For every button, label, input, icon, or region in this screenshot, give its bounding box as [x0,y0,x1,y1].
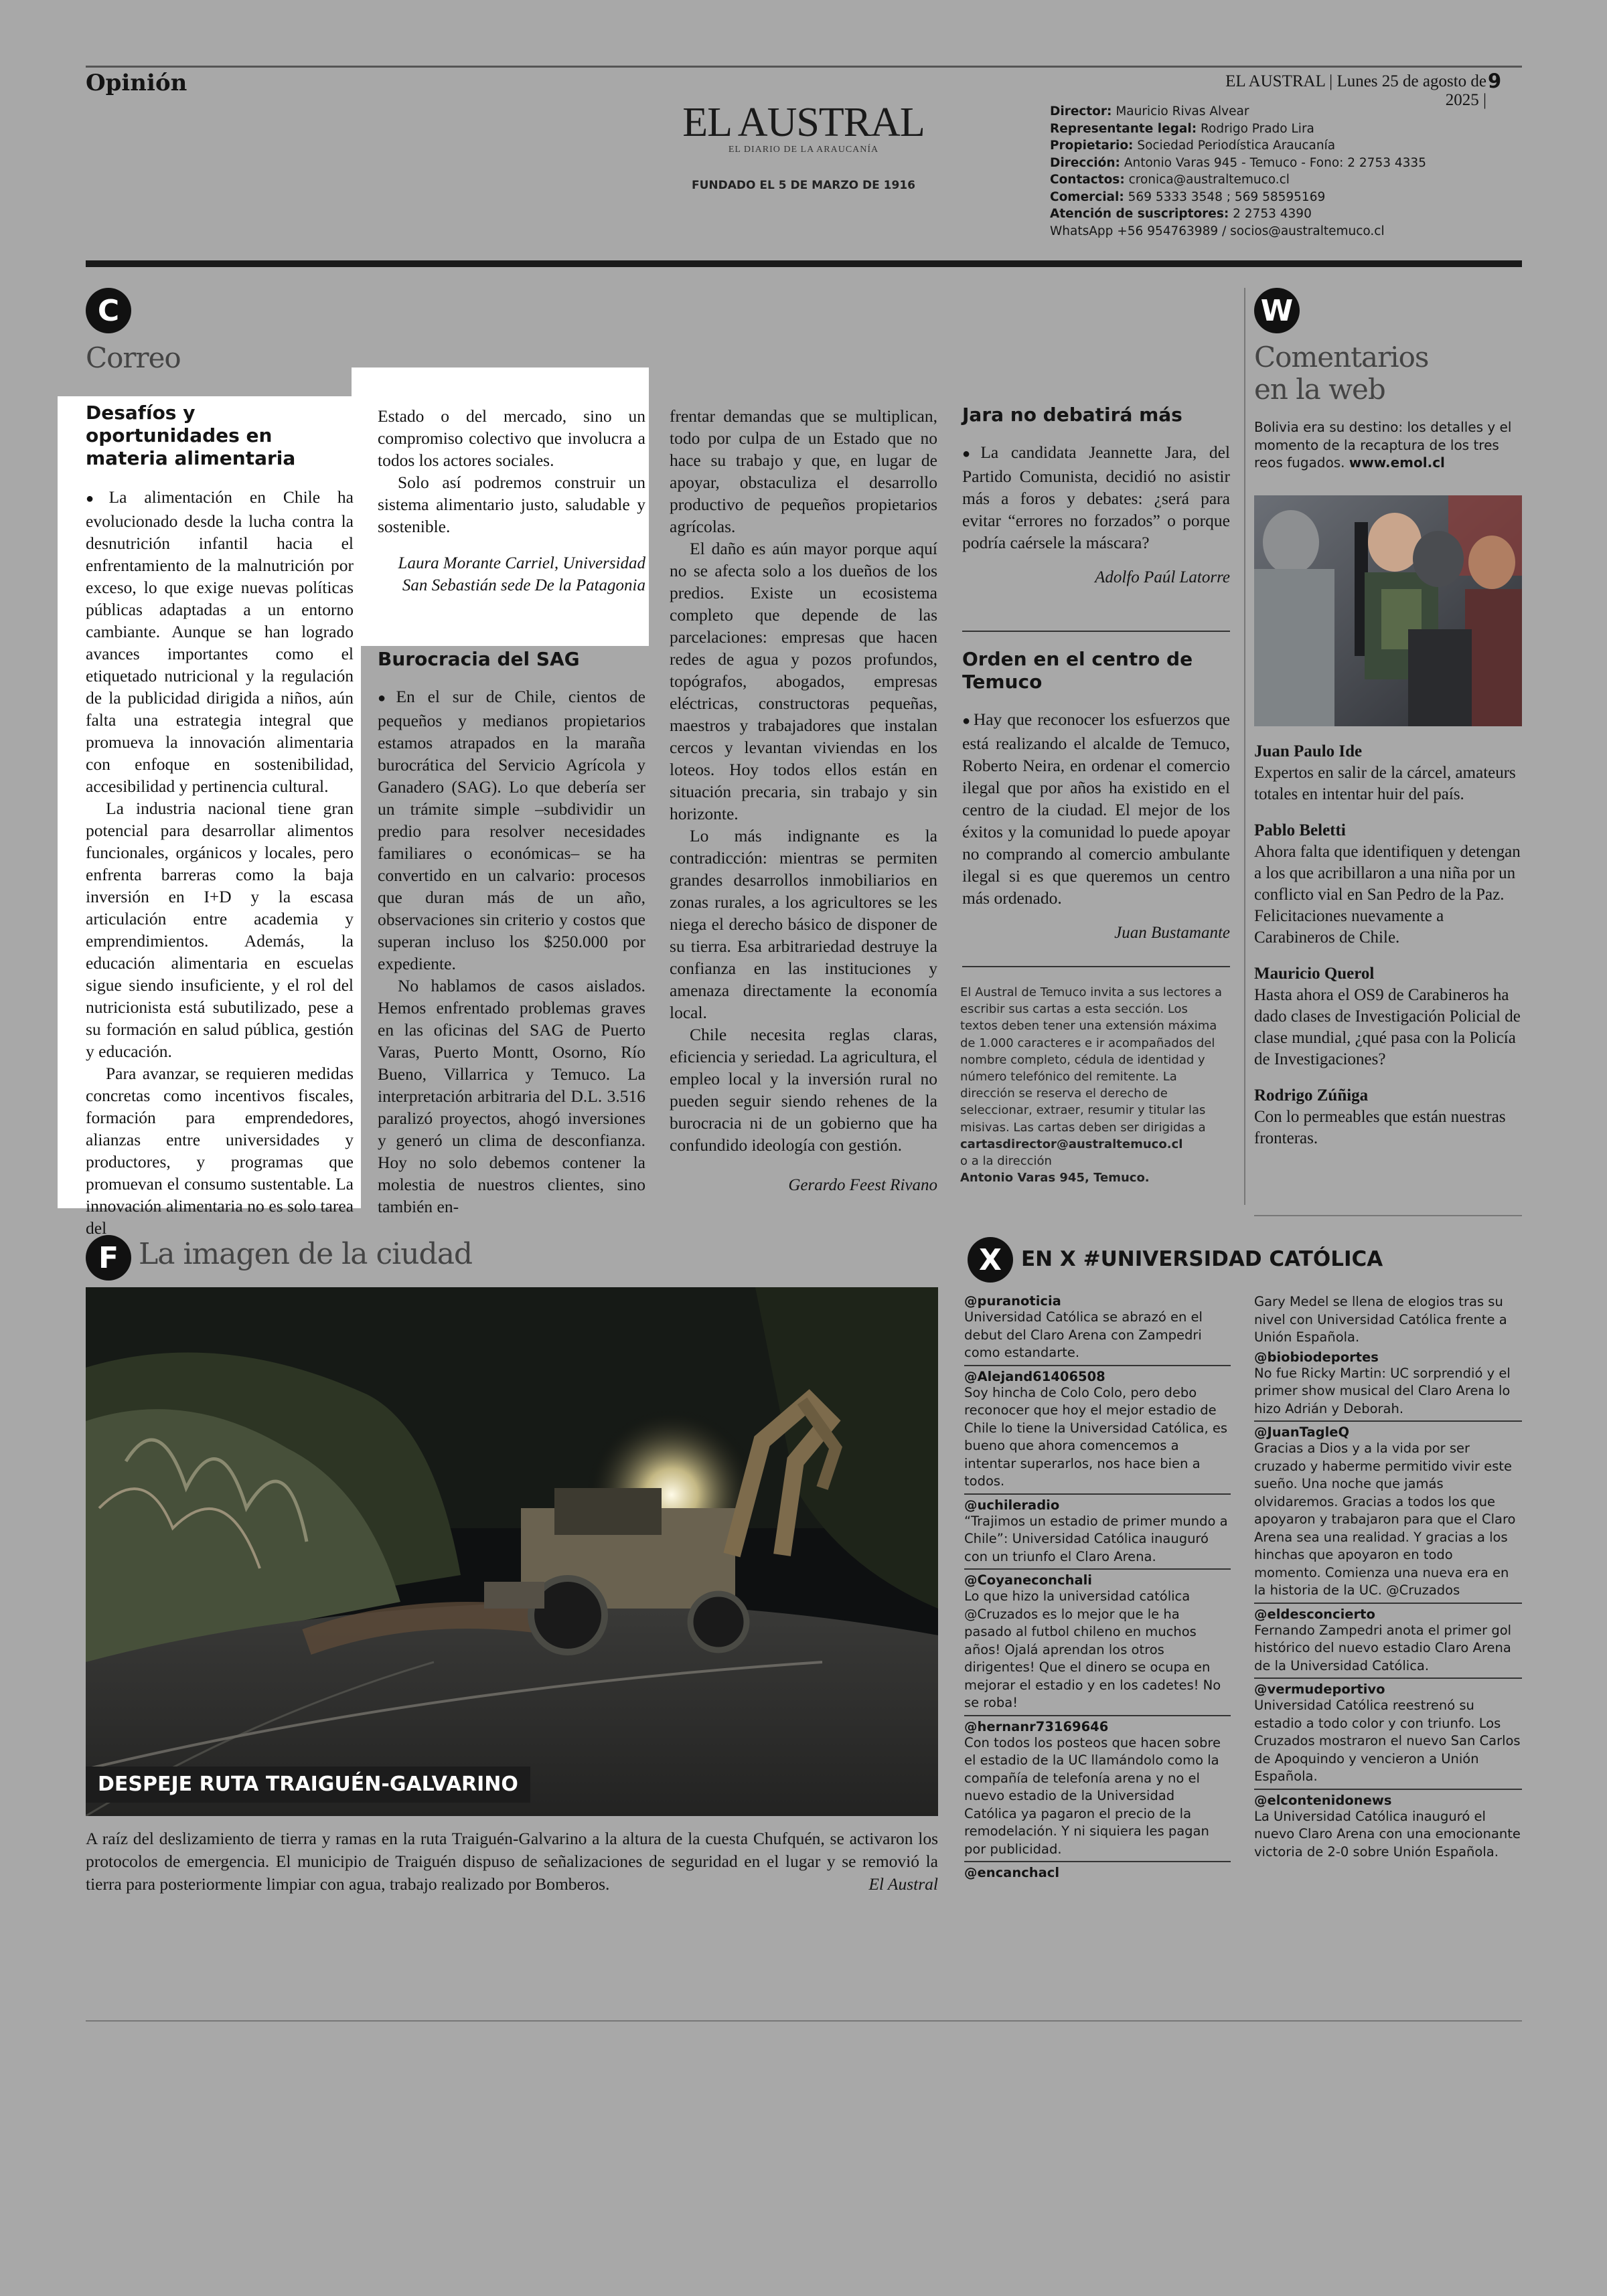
staff-row [1050,171,1478,189]
city-photo [86,1287,938,1816]
logo-subtitle: EL DIARIO DE LA ARAUCANÍA [728,145,879,155]
x-post [964,1719,1231,1863]
x-post-text: Universidad Católica reestrenó su estadio a todo color y con triunfo. Los Cruzados mostraron el nuevo San Carlos de Apoquindo y vencieron a Unión Española. [1254,1698,1521,1784]
staff-row [1050,137,1478,155]
notice-or: o a la dirección [960,1154,1052,1169]
comment-text: Con lo permeables que están nuestras fronteras. [1254,1108,1506,1147]
x-handle[interactable]: @vermudeportivo [1254,1682,1385,1697]
top-rule [86,66,1522,68]
x-post-divider [1254,1603,1522,1604]
x-post-text: Lo que hizo la universidad católica @Cruzados es lo mejor que le ha pasado al futbol chileno en muchos años! Ojalá aprendan los otros dirigentes! Que el dinero se ocupa en mejorar el estadio y en los cadetes! No se roba! [964,1588,1221,1710]
letter2-paragraph: Chile necesita reglas claras, eficiencia y seriedad. La agricultura, el empleo local y la inversión rural no pueden seguir siendo rehenes de la burocracia ni de un gobierno que ha confundido ideología con gestión. [670,1025,937,1155]
founded-line: FUNDADO EL 5 DE MARZO DE 1916 [692,179,915,192]
x-post-text: Universidad Católica se abrazó en el debut del Claro Arena con Zampedri como estandarte. [964,1309,1203,1360]
staff-value: Rodrigo Prado Lira [1201,121,1314,136]
x-handle[interactable]: @encanchacl [964,1865,1060,1880]
x-handle[interactable]: @Coyaneconchali [964,1572,1092,1588]
staff-label: Contactos: [1050,173,1125,187]
letter1-signature: Laura Morante Carriel, Universidad San Sebastián sede De la Patagonia [398,554,645,594]
staff-value: WhatsApp +56 954763989 / socios@australtemuco.cl [1050,224,1385,238]
paper-info: EL AUSTRAL | Lunes 25 de agosto de 2025 | [1225,72,1486,109]
photo-label: DESPEJE RUTA TRAIGUÉN-GALVARINO [86,1767,530,1803]
x-intro: Gary Medel se llena de elogios tras su nivel con Universidad Católica frente a Unión Española. [1254,1294,1507,1345]
x-post-divider [1254,1677,1522,1679]
x-handle[interactable]: @JuanTagleQ [1254,1424,1350,1440]
x-post-text: Gracias a Dios y a la vida por ser cruzado y haberme permitido vivir este sueño. Una noche que jamás olvidaremos. Gracias a todos los que apoyaron y trabajaron para que el Claro Arena sea una realidad. Y gracias a los hinchas que apoyaron en todo momento. Comienza una nueva era en la historia de la UC. @Cruzados [1254,1441,1516,1598]
x-handle[interactable]: @eldesconcierto [1254,1606,1375,1622]
letter2-paragraph: El daño es aún mayor porque aquí no se afecta solo a los dueños de los predios. Existe un ecosistema completo que depende de las parcelaciones: empresas que hacen redes de agua y pozos profundos, topógrafos, abogados, empresas eléctricas, constructoras pequeñas, maestros y trabajadores que instalan cercos y levantan viviendas en los loteos. Hoy todos ellos están en situación precaria, sin trabajo y sin horizonte. [670,539,937,823]
letter2-paragraph: frentar demandas que se multiplican, todo por culpa de un Estado que no hace su trabajo y que, en lugar de apoyar, obstaculiza el desarrollo productivo de pequeños propietarios agrícolas. [670,406,937,536]
page-number: 9 [1488,70,1502,92]
comentarios-title-line: Comentarios [1254,341,1429,374]
letter1-paragraph: Solo así podremos construir un sistema alimentario justo, saludable y sostenible. [378,473,645,536]
letter3-title: Jara no debatirá más [962,404,1182,426]
letter2-paragraph: ● En el sur de Chile, cientos de pequeños y medianos propietarios estamos atrapados en la maraña burocrática del Servicio Agrícola y Ganadero (SAG). Lo que debería ser un trámite simple –subdividir un predio para resolver necesidades familiares o económicas– se ha convertido en un calvario: procesos que duran más de un año, observaciones sin criterio y costos que superan incluso los $250.000 por expediente. [378,685,645,975]
x-post [1254,1793,1522,1862]
letter3 [962,404,1230,587]
comentarios-title [1254,341,1428,406]
correo-badge: C [86,288,131,333]
city-photo-illustration [86,1287,938,1816]
letters-notice [960,984,1228,1186]
comentarios-lead [1254,418,1522,472]
x-handle[interactable]: @puranoticia [964,1293,1061,1309]
letter2-paragraph: No hablamos de casos aislados. Hemos enfrentado problemas graves en las oficinas del SAG de Puerto Varas, Puerto Montt, Osorno, Río Bueno, Villarrica y Temuco. La interpretación arbitraria del D.L. 3.516 paralizó proyectos, ahogó inversiones y generó un clima de desconfianza. Hoy no solo debemos contener la molestia de nuestros clientes, sino también en- [378,976,645,1216]
x-post [964,1572,1231,1716]
staff-value: 569 5333 3548 ; 569 58595169 [1128,189,1326,204]
x-post-text: No fue Ricky Martin: UC sorprendió y el primer show musical del Claro Arena lo hizo Adrián y Deborah. [1254,1365,1511,1416]
imagen-title: La imagen de la ciudad [139,1237,473,1271]
x-post-divider [964,1493,1231,1495]
staff-value: 2 2753 4390 [1233,207,1312,221]
notice-text: El Austral de Temuco invita a sus lectores a escribir sus cartas a esta sección. Los textos deben tener una extensión máxima de 1.000 caracteres e ir acompañados del nombre completo, cédula de identidad y número telefónico del remitente. La dirección se reserva el derecho de seleccionar, extraer, resumir y titular las misivas. Las cartas deben ser dirigidas a [960,985,1222,1135]
letter1-body [86,486,354,1239]
x-handle[interactable]: @elcontenidonews [1254,1792,1392,1808]
letter4-paragraph: ● Hay que reconocer los esfuerzos que está realizando el alcalde de Temuco, Roberto Neira, en ordenar el comercio ilegal que por años ha existido en el centro de la ciudad. El mejor de los éxitos y la comunidad lo puede apoyar no comprando al comercio ambulante ilegal si es que queremos un centro más ordenado. [962,708,1230,909]
staff-label: Comercial: [1050,189,1124,204]
x-column-2 [1254,1293,1522,1864]
comment-text: Hasta ahora el OS9 de Carabineros ha dado clases de Investigación Policial de clase mundial, ¿qué pasa con la Policía de Investigaciones? [1254,986,1521,1068]
letter2 [378,648,645,1218]
x-post-divider [1254,1789,1522,1790]
x-post [964,1497,1231,1570]
letter1-title: Desafíos y oportunidades en materia alimentaria [86,402,296,469]
x-post [1254,1682,1522,1790]
lead-link[interactable]: www.emol.cl [1349,455,1445,471]
x-badge: X [968,1237,1013,1283]
notice-email[interactable]: cartasdirector@australtemuco.cl [960,1137,1183,1151]
x-handle[interactable]: @uchileradio [964,1497,1060,1513]
staff-value: Antonio Varas 945 - Temuco - Fono: 2 2753 4335 [1124,155,1426,170]
correo-title: Correo [86,341,181,374]
x-post-text: Con todos los posteos que hacen sobre el estadio de la UC llamándolo como la compañía de telefonía arena y no el nuevo estadio de la Universidad Católica ya pagaron el precio de la remodelación. Y ni siquiera les pagan por publicidad. [964,1734,1221,1857]
section-label: Opinión [86,70,187,96]
comment-author: Rodrigo Zúñiga [1254,1086,1369,1104]
letter2-signature: Gerardo Feest Rivano [788,1176,937,1194]
header-thick-rule [86,260,1522,267]
staff-label: Representante legal: [1050,121,1197,136]
x-title: EN X #UNIVERSIDAD CATÓLICA [1021,1247,1383,1271]
photo-caption [86,1827,938,1896]
letter1-paragraph: La industria nacional tiene gran potencial para desarrollar alimentos funcionales, orgánicos y locales, pero enfrenta barreras como la baja inversión en I+D y la escasa articulación entre academia y emprendimientos. Además, la educación alimentaria en escuelas sigue siendo insuficiente, y el rol del nutricionista está subutilizado, pese a su formación en salud pública, gestión y educación. [86,799,354,1061]
x-post-divider [964,1861,1231,1862]
staff-row [1050,103,1478,120]
letter3-signature: Adolfo Paúl Latorre [1095,568,1230,586]
letter4 [962,648,1230,942]
letter1-continuation [378,405,645,596]
logo-text: EL AUSTRAL [682,100,925,145]
x-column-1 [964,1293,1231,1883]
x-post-text: Soy hincha de Colo Colo, pero debo reconocer que hoy el mejor estadio de Chile lo tiene la Universidad Católica, es bueno que ahora comencemos a intentar superarlos, nos hace bien a todos. [964,1384,1228,1489]
staff-value: cronica@australtemuco.cl [1128,173,1290,187]
letter1-paragraph: ● La alimentación en Chile ha evolucionado desde la lucha contra la desnutrición infantil hacia el enfrentamiento de la malnutrición por exceso, lo que exige nuevas políticas públicas adaptadas a un entorno cambiante. Aunque se han logrado avances importantes como el etiquetado nutricional y la regulación de la publicidad dirigida a niños, aún falta una estrategia integral que promueva la innovación alimentaria con enfoque en sostenibilidad, accesibilidad y pertinencia cultural. [86,486,354,797]
letter2-title: Burocracia del SAG [378,648,580,670]
comment-text: Ahora falta que identifiquen y detengan a los que acribillaron a una niña por un conflicto vial en San Pedro de la Paz. Felicitaciones nuevamente a Carabineros de Chile. [1254,843,1521,947]
staff-row [1050,155,1478,172]
x-post [964,1293,1231,1366]
letter4-title: Orden en el centro de Temuco [962,648,1193,693]
column-divider [1244,288,1245,1205]
x-handle[interactable]: @Alejand61406508 [964,1368,1105,1384]
notice-address: Antonio Varas 945, Temuco. [960,1171,1150,1185]
recapture-photo-illustration [1254,495,1522,726]
comment-author: Pablo Beletti [1254,821,1346,839]
letter2-paragraph: Lo más indignante es la contradicción: mientras se permiten grandes desarrollos inmobiliarios en zonas rurales, a los agricultores se les niega el derecho básico de disponer de su tierra. Esa arbitrariedad destruye la confianza en las instituciones y amenaza directamente la economía local. [670,826,937,1022]
lead-text: Bolivia era su destino: los detalles y el momento de la recaptura de los tres reos fugados. [1254,419,1512,471]
divider [1254,1215,1522,1216]
letter1 [86,402,354,1239]
x-post-divider [964,1715,1231,1716]
staff-label: Propietario: [1050,139,1134,153]
imagen-badge: F [86,1235,131,1281]
staff-label: Director: [1050,104,1112,118]
letter2-continuation [670,405,937,1195]
comment-author: Mauricio Querol [1254,965,1375,983]
x-post [1254,1607,1522,1679]
staff-list [1050,103,1478,240]
x-post [1254,1424,1522,1604]
x-post-text: La Universidad Católica inauguró el nuevo Claro Arena con una emocionante victoria de 2-0 sobre Unión Española. [1254,1808,1521,1860]
staff-row [1050,189,1478,206]
comentarios-title-line: en la web [1254,373,1385,406]
staff-row [1050,223,1478,240]
divider [962,631,1230,632]
letter4-signature: Juan Bustamante [1114,924,1230,942]
x-post [1254,1349,1522,1422]
x-post [964,1865,1231,1880]
x-post-text: Fernando Zampedri anota el primer gol histórico del nuevo estadio Claro Arena de la Universidad Católica. [1254,1622,1512,1673]
x-post-text: “Trajimos un estadio de primer mundo a Chile”: Universidad Católica inauguró con un triunfo el Claro Arena. [964,1513,1228,1564]
comentarios-badge: W [1254,288,1300,333]
x-post-divider [1254,1420,1522,1422]
staff-row [1050,120,1478,138]
staff-value: Mauricio Rivas Alvear [1116,104,1249,118]
letter1-paragraph: Para avanzar, se requieren medidas concretas como incentivos fiscales, formación para emprendedores, alianzas entre universidades y productores, y programas que promuevan el consumo sustentable. La innovación alimentaria no es solo tarea del [86,1064,354,1238]
x-handle[interactable]: @biobiodeportes [1254,1349,1379,1365]
divider [962,966,1230,967]
x-post-divider [964,1568,1231,1570]
letter1-paragraph: Estado o del mercado, sino un compromiso colectivo que involucra a todos los actores sociales. [378,406,645,470]
x-post [964,1369,1231,1495]
recapture-photo [1254,495,1522,726]
staff-value: Sociedad Periodística Araucanía [1137,139,1336,153]
photo-credit: El Austral [868,1874,938,1894]
letter3-paragraph: ● La candidata Jeannette Jara, del Partido Comunista, decidió no asistir más a foros y debates: ¿será para evitar “errores no forzados” o porque podría caérsele la máscara? [962,441,1230,554]
staff-label: Atención de suscriptores: [1050,207,1229,221]
bottom-rule [86,2020,1522,2022]
x-post-divider [964,1365,1231,1366]
masthead-logo [670,100,937,155]
x-handle[interactable]: @hernanr73169646 [964,1718,1109,1734]
comment-text: Expertos en salir de la cárcel, amateurs totales en intentar huir del país. [1254,764,1516,803]
comment-author: Juan Paulo Ide [1254,742,1363,760]
staff-row [1050,206,1478,223]
caption-text: A raíz del deslizamiento de tierra y ramas en la ruta Traiguén-Galvarino a la altura de la cuesta Chufquén, se activaron los protocolos de emergencia. El municipio de Traiguén dispuso de señalizaciones de seguridad en el lugar y se removió la tierra para posteriormente limpiar con agua, trabajo realizado por Bomberos. [86,1829,938,1894]
comments-list [1254,741,1522,1164]
staff-label: Dirección: [1050,155,1120,170]
